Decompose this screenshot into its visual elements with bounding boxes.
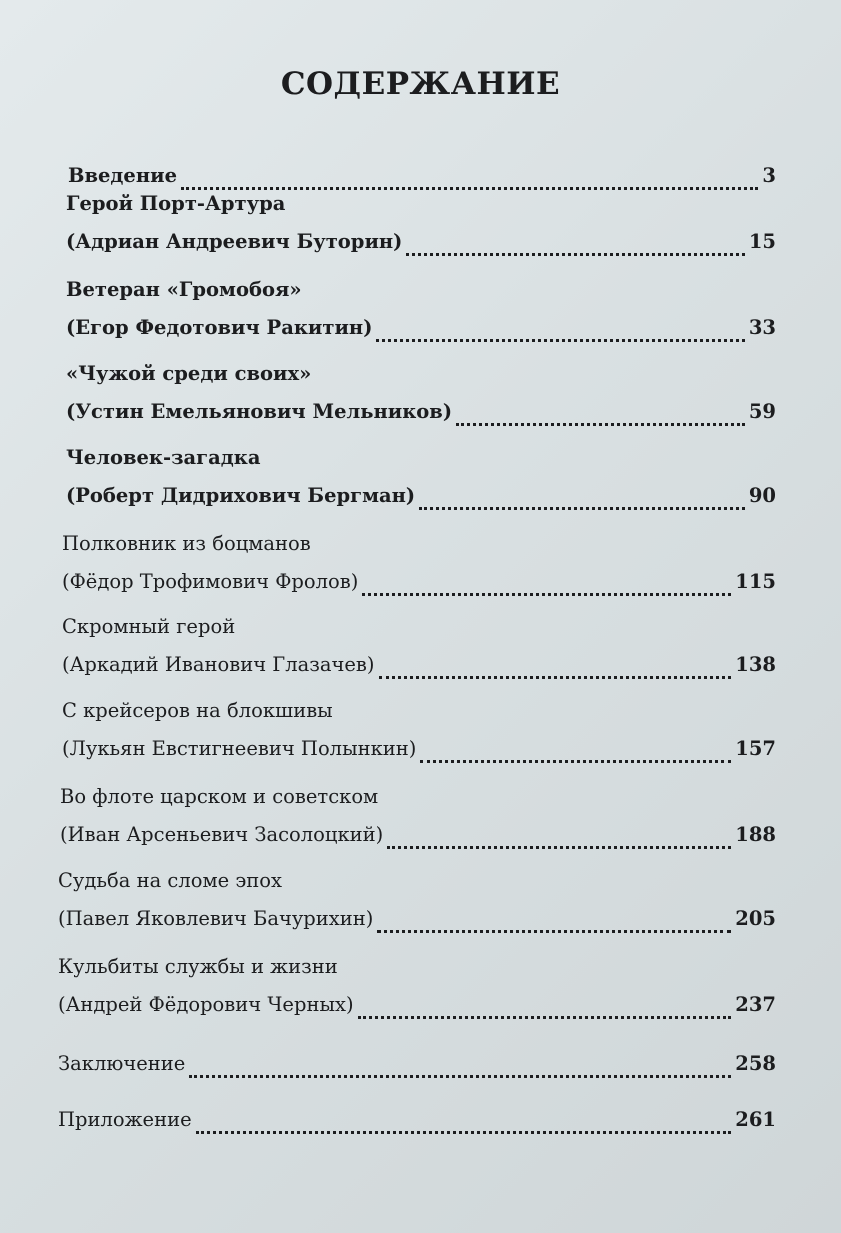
entry-title: Герой Порт-Артура (66, 192, 286, 215)
dot-leader (376, 339, 744, 342)
entry-title: Полковник из боцманов (62, 532, 311, 555)
page-number: 261 (735, 1108, 776, 1131)
page-number: 3 (762, 164, 776, 187)
dot-leader (379, 676, 732, 679)
entry-subtitle: (Андрей Фёдорович Черных) (58, 993, 354, 1016)
page-number: 15 (748, 230, 776, 253)
page-title: СОДЕРЖАНИЕ (280, 66, 561, 102)
entry-subtitle: (Фёдор Трофимович Фролов) (62, 570, 359, 593)
entry-title: «Чужой среди своих» (66, 362, 312, 385)
entry-subtitle: (Егор Федотович Ракитин) (66, 316, 373, 339)
entry-subtitle: (Устин Емельянович Мельников) (66, 400, 453, 423)
dot-leader (196, 1131, 732, 1134)
dot-leader (189, 1075, 731, 1078)
dot-leader (387, 846, 731, 849)
page-number: 157 (735, 737, 776, 760)
page-number: 90 (748, 484, 776, 507)
entry-subtitle: (Иван Арсеньевич Засолоцкий) (60, 823, 384, 846)
dot-leader (406, 253, 744, 256)
entry-subtitle: (Павел Яковлевич Бачурихин) (58, 907, 374, 930)
entry-subtitle: (Роберт Дидрихович Бергман) (66, 484, 416, 507)
dot-leader (420, 760, 731, 763)
entry-subtitle: (Аркадий Иванович Глазачев) (62, 653, 375, 676)
entry-title: Заключение (58, 1052, 186, 1075)
entry-title: С крейсеров на блокшивы (62, 699, 333, 722)
page-number: 205 (735, 907, 776, 930)
page-number: 237 (735, 993, 776, 1016)
entry-title: Введение (68, 164, 177, 187)
dot-leader (358, 1016, 732, 1019)
entry-title: Ветеран «Громобоя» (66, 278, 302, 301)
entry-title: Кульбиты службы и жизни (58, 955, 338, 978)
page-number: 59 (748, 400, 776, 423)
entry-subtitle: (Лукьян Евстигнеевич Полынкин) (62, 737, 417, 760)
entry-subtitle: (Адриан Андреевич Буторин) (66, 230, 403, 253)
dot-leader (362, 593, 731, 596)
entry-title: Во флоте царском и советском (60, 785, 379, 808)
entry-title: Человек-загадка (66, 446, 261, 469)
dot-leader (456, 423, 745, 426)
page-number: 138 (735, 653, 776, 676)
entry-title: Судьба на сломе эпох (58, 869, 283, 892)
page-number: 33 (748, 316, 776, 339)
dot-leader (377, 930, 731, 933)
page-number: 258 (735, 1052, 776, 1075)
page-number: 188 (735, 823, 776, 846)
dot-leader (181, 187, 758, 190)
dot-leader (419, 507, 745, 510)
entry-title: Приложение (58, 1108, 192, 1131)
entry-title: Скромный герой (62, 615, 236, 638)
page-number: 115 (735, 570, 776, 593)
